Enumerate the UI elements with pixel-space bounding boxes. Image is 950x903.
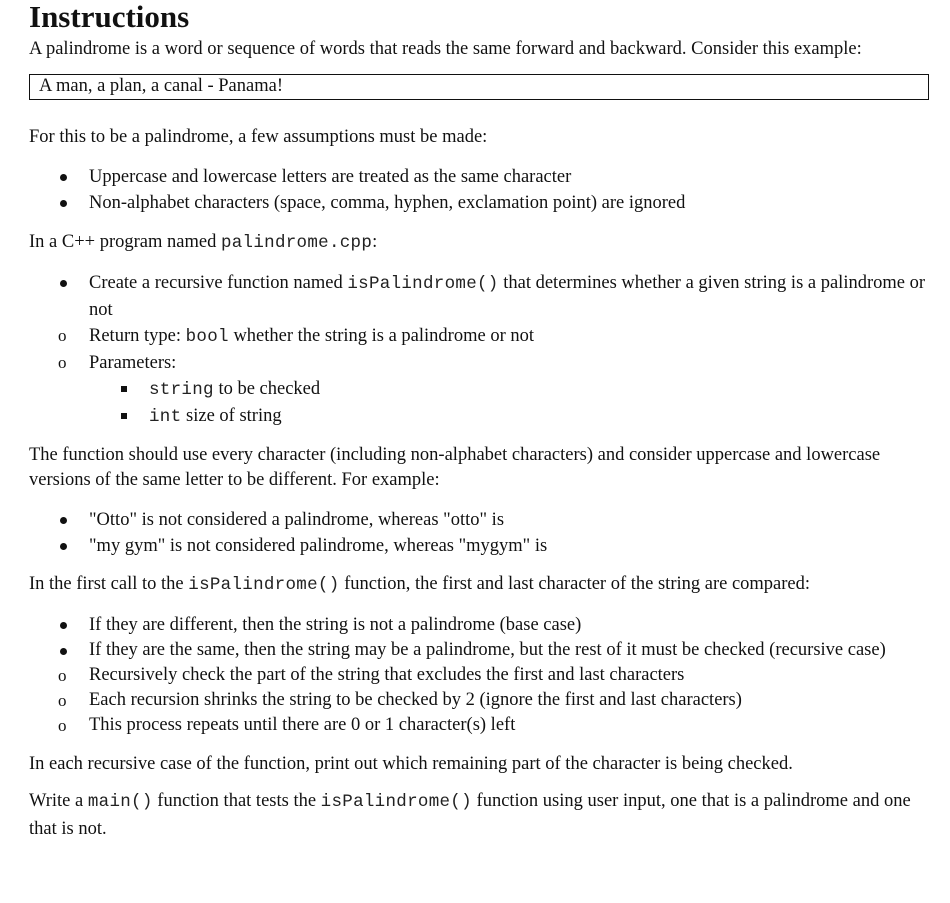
page-title: Instructions [29,0,190,34]
create-text-after: that determines whether a given string is a palindrome or not [89,273,926,320]
list-item: Non-alphabet characters (space, comma, hyphen, exclamation point) are ignored [29,190,929,216]
print-note: In each recursive case of the function, print out which remaining part of the character is being checked. [29,754,793,774]
function-details-list [29,323,929,430]
rules-examples-list [29,507,929,559]
assumptions-list [29,164,929,216]
list-item: o Recursively check the part of the string that excludes the first and last characters [29,663,929,688]
program-lead-colon: : [372,232,378,252]
return-label: Return type: [89,326,186,346]
intro-paragraph: A palindrome is a word or sequence of words that reads the same forward and backward. Consider this example: [29,39,862,59]
return-desc: whether the string is a palindrome or not [228,326,534,346]
list-item [29,323,929,350]
param-type-code: int [149,407,182,427]
return-type-code: bool [185,327,229,347]
main-note-middle: function that tests the [152,791,321,811]
params-list [89,376,929,430]
main-note-text: Write a [29,791,88,811]
param-type-code: string [149,380,214,400]
list-item [89,376,929,403]
function-name-code: isPalindrome() [347,274,499,294]
recursive-case-text: If they are the same, then the string may be a palindrome, but the rest of it must be checked (recursive case) [89,640,886,660]
list-item [29,638,929,738]
list-item: "Otto" is not considered a palindrome, whereas "otto" is [29,507,929,533]
function-name-code: isPalindrome() [188,575,340,595]
main-function-code: main() [87,792,153,812]
program-lead [29,229,929,256]
create-text: Create a recursive function named [89,273,348,293]
first-call-paragraph [29,571,929,598]
program-list [29,270,929,430]
list-item: "my gym" is not considered palindrome, whereas "mygym" is [29,533,929,559]
list-item: If they are different, then the string is not a palindrome (base case) [29,612,929,638]
list-item: o This process repeats until there are 0 or 1 character(s) left [29,713,929,738]
main-note [29,788,929,843]
list-item [29,270,929,430]
recursive-details-list [29,663,929,738]
param-desc: size of string [181,406,282,426]
assumptions-lead: For this to be a palindrome, a few assumptions must be made: [29,127,488,147]
filename-code: palindrome.cpp [220,233,373,253]
param-desc: to be checked [213,379,321,399]
function-name-code: isPalindrome() [320,792,472,812]
list-item [89,403,929,430]
example-phrase-box: A man, a plan, a canal - Panama! [29,74,929,100]
list-item [29,350,929,430]
main-note-after: function using user input, one that is a palindrome and one that is not. [29,791,911,839]
first-call-list [29,612,929,738]
list-item: o Each recursion shrinks the string to be checked by 2 (ignore the first and last characters) [29,688,929,713]
params-label: Parameters: [89,353,177,373]
rules-paragraph: The function should use every character (including non-alphabet characters) and consider uppercase and lowercase versions of the same letter to be different. For example: [29,445,881,490]
list-item: Uppercase and lowercase letters are treated as the same character [29,164,929,190]
first-call-text: In the first call to the [29,574,189,594]
instructions-page [29,0,929,843]
program-lead-text: In a C++ program named [29,232,221,252]
first-call-text-after: function, the first and last character of the string are compared: [339,574,811,594]
